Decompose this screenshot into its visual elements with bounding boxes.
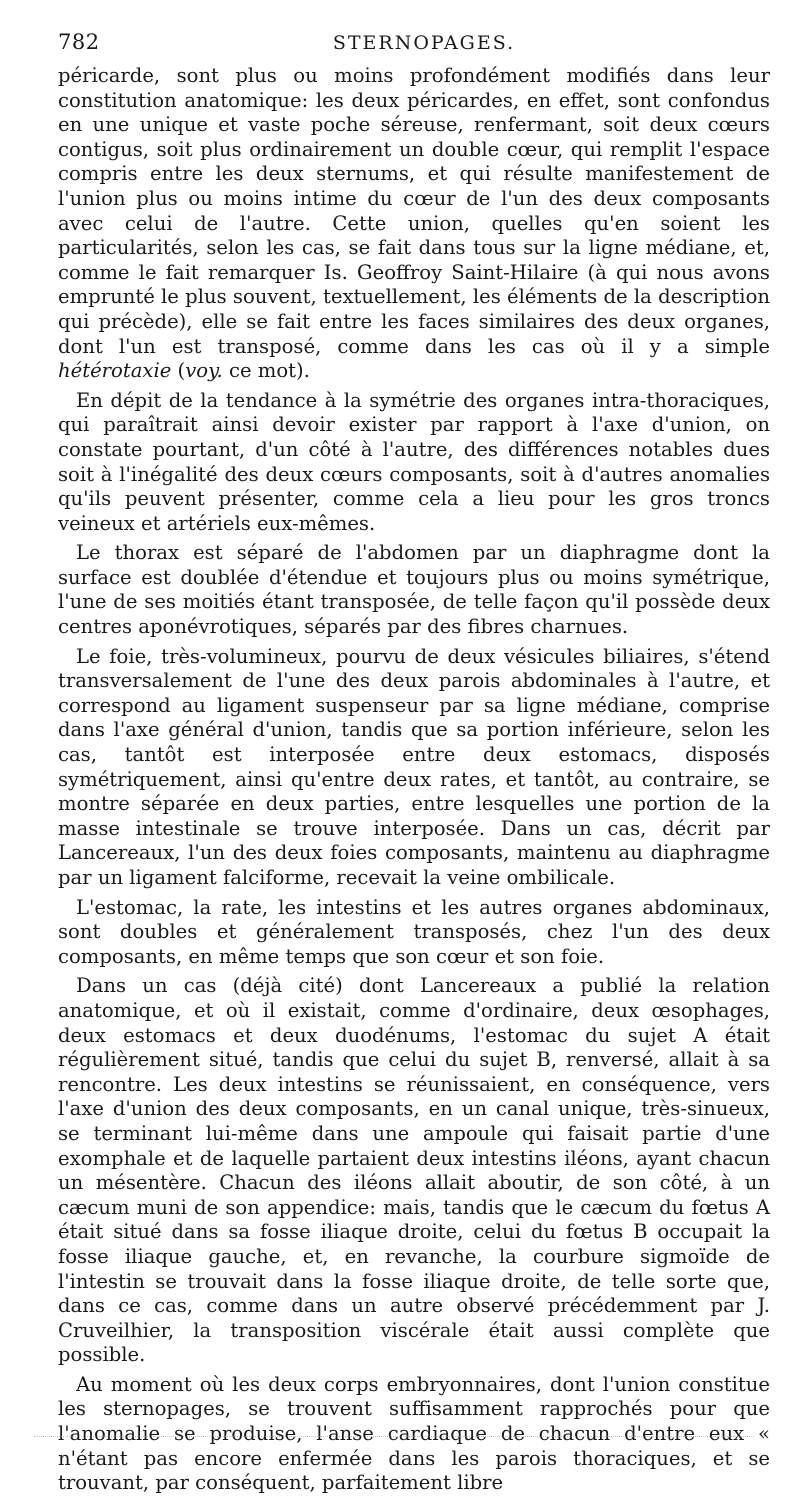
paragraph-1-italic-term: hétérotaxie [58,359,172,383]
paragraph-1 [58,64,770,384]
paragraph-1-text-after: ( [171,359,186,383]
paragraph-7: Au moment où les deux corps embryonnaires, dont l'union constitue les sternopages, se trouvent suffisamment rapprochés pour que l'anomalie se produise, l'anse cardiaque de chacun d'entre eux « n'étant pas encore enfermée dans les parois thoraciques, et se trouvant, par conséquent, parfaitement libre [58,1372,770,1495]
paragraph-6: Dans un cas (déjà cité) dont Lancereaux a publié la relation anatomique, et où il existait, comme d'ordinaire, deux œsophages, deux estomacs et deux duodénums, l'estomac du sujet A était régulièrement situé, tandis que celui du sujet B, renversé, allait à sa rencontre. Les deux intestins se réunissaient, en conséquence, vers l'axe d'union des deux composants, en un canal unique, très-sinueux, se terminant lui-même dans une ampoule qui faisait partie d'une exomphale et de laquelle partaient deux intestins iléons, ayant chacun un mésentère. Chacun des iléons allait aboutir, de son côté, à un cæcum muni de son appendice: mais, tandis que le cæcum du fœtus A était situé dans sa fosse iliaque droite, celui du fœtus B occupait la fosse iliaque gauche, et, en revanche, la courbure sigmoïde de l'intestin se trouvait dans la fosse iliaque droite, de telle sorte que, dans ce cas, comme dans un autre observé précédemment par J. Cruveilhier, la transposition viscérale était aussi complète que possible. [58,974,770,1367]
page-header [58,30,770,60]
footer-rule [34,1436,754,1437]
body-text [58,64,770,1501]
page-number: 782 [58,30,100,54]
paragraph-1-italic-ref: voy. [185,359,223,383]
running-head: STERNOPAGES. [332,32,516,54]
paragraph-1-text: péricarde, sont plus ou moins profondément modifiés dans leur constitution anatomique: les deux péricardes, en effet, sont confondus en une unique et vaste poche séreuse, renfermant, soit deux cœurs contigus, soit plus ordinairement un double cœur, qui remplit l'espace compris entre les deux sternums, et qui résulte manifestement de l'union plus ou moins intime du cœur de l'un des deux composants avec celui de l'autre. Cette union, quelles qu'en soient les particularités, selon les cas, se fait dans tous sur la ligne médiane, et, comme le fait remarquer Is. Geoffroy Saint-Hilaire (à qui nous avons emprunté le plus souvent, textuellement, les éléments de la description qui précède), elle se fait entre les faces similaires des deux organes, dont l'un est transposé, comme dans les cas où il y a simple [58,64,770,358]
paragraph-1-text-end: ce mot). [222,359,310,383]
paragraph-2: En dépit de la tendance à la symétrie des organes intra-thoraciques, qui paraîtrait ainsi devoir exister par rapport à l'axe d'union, on constate pourtant, d'un côté à l'autre, des différences notables dues soit à l'inégalité des deux cœurs composants, soit à d'autres anomalies qu'ils peuvent présenter, comme cela a lieu pour les gros troncs veineux et artériels eux-mêmes. [58,388,770,535]
paragraph-4: Le foie, très-volumineux, pourvu de deux vésicules biliaires, s'étend transversalement de l'une des deux parois abdominales à l'autre, et correspond au ligament suspenseur par sa ligne médiane, comprise dans l'axe général d'union, tandis que sa portion inférieure, selon les cas, tantôt est interposée entre deux estomacs, disposés symétriquement, ainsi qu'entre deux rates, et tantôt, au contraire, se montre séparée en deux parties, entre lesquelles une portion de la masse intestinale se trouve interposée. Dans un cas, décrit par Lancereaux, l'un des deux foies composants, maintenu au diaphragme par un ligament falciforme, recevait la veine ombilicale. [58,644,770,889]
paragraph-5: L'estomac, la rate, les intestins et les autres organes abdominaux, sont doubles et généralement transposés, chez l'un des deux composants, en même temps que son cœur et son foie. [58,895,770,968]
paragraph-3: Le thorax est séparé de l'abdomen par un diaphragme dont la surface est doublée d'étendue et toujours plus ou moins symétrique, l'une de ses moitiés étant transposée, de telle façon qu'il possède deux centres aponévrotiques, séparés par des fibres charnues. [58,541,770,639]
